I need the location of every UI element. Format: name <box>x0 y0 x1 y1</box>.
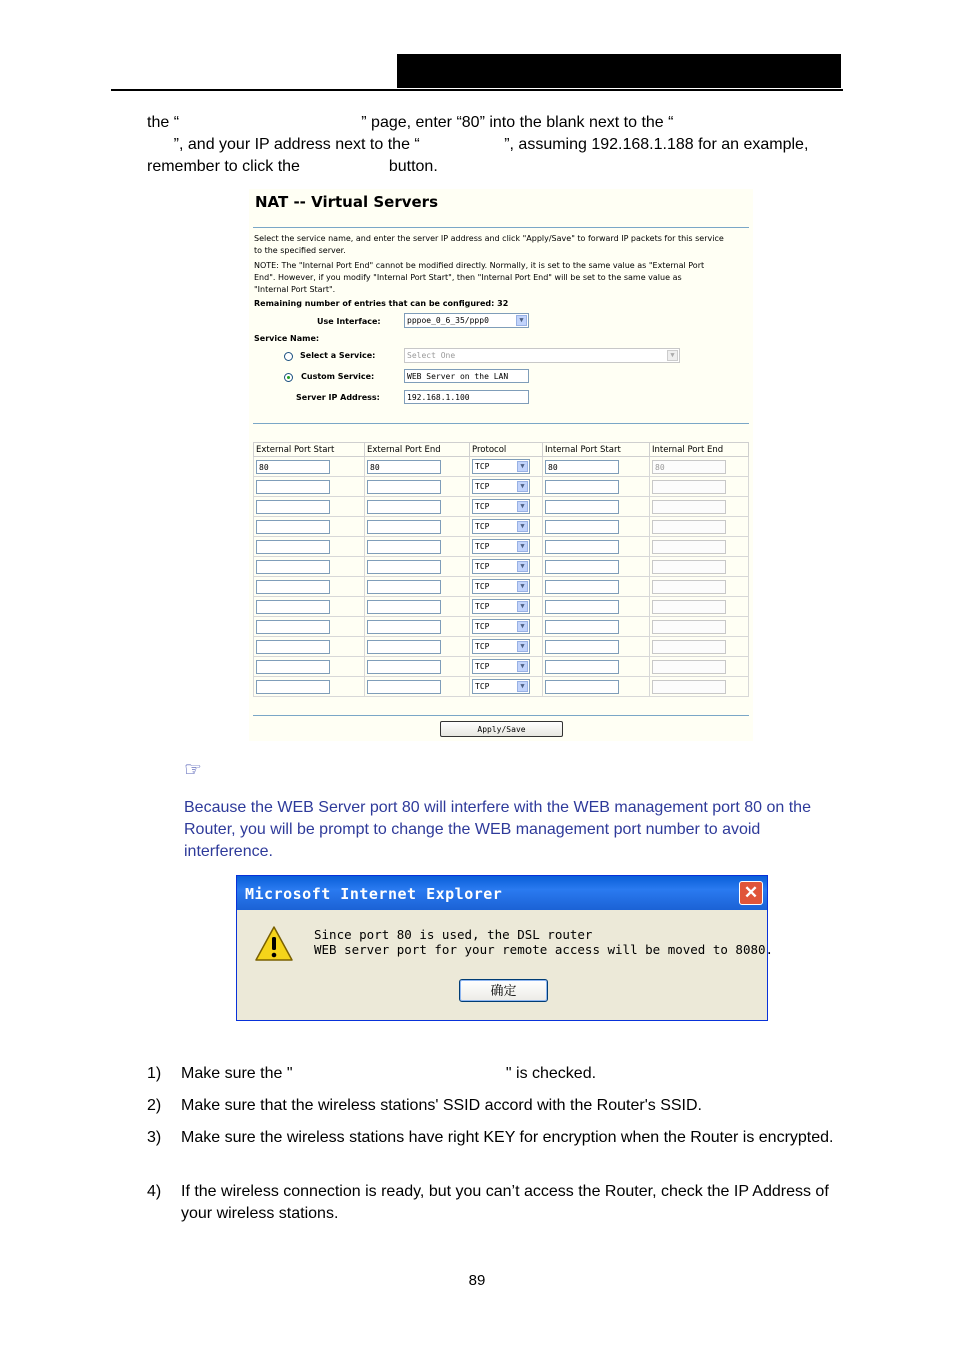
list-number: 1) <box>147 1065 162 1082</box>
table-cell <box>254 597 365 617</box>
table-cell <box>650 517 749 537</box>
table-cell <box>470 677 543 697</box>
table-cell <box>470 557 543 577</box>
protocol-value: TCP <box>475 482 490 491</box>
table-cell <box>470 597 543 617</box>
intro-paragraph <box>147 112 844 178</box>
table-row <box>254 577 749 597</box>
table-cell <box>365 557 470 577</box>
column-header: Internal Port End <box>650 443 749 457</box>
list-number: 3) <box>147 1129 162 1146</box>
pointing-hand-icon: ☞ <box>184 759 202 781</box>
internal-port-start-input[interactable] <box>545 580 619 594</box>
internal-port-start-input[interactable] <box>545 480 619 494</box>
protocol-select[interactable] <box>472 559 530 574</box>
table-cell <box>650 657 749 677</box>
external-port-start-input[interactable] <box>256 600 330 614</box>
protocol-select[interactable] <box>472 639 530 654</box>
list-item: Make sure the " " is checked. <box>181 1065 597 1082</box>
table-cell <box>254 677 365 697</box>
protocol-select[interactable] <box>472 539 530 554</box>
protocol-value: TCP <box>475 682 490 691</box>
custom-service-input[interactable]: WEB Server on the LAN <box>404 369 529 383</box>
internal-port-end-input[interactable] <box>652 520 726 534</box>
nat-divider <box>253 423 749 424</box>
chevron-down-icon: ▼ <box>517 521 528 532</box>
apply-save-button[interactable]: Apply/Save <box>440 721 563 737</box>
table-cell <box>650 537 749 557</box>
server-ip-label: Server IP Address: <box>296 393 380 402</box>
table-cell <box>254 477 365 497</box>
protocol-value: TCP <box>475 562 490 571</box>
table-cell <box>543 497 650 517</box>
protocol-select[interactable] <box>472 599 530 614</box>
list-item: If the wireless connection is ready, but you can’t access the Router, check the IP Address of your wireless stations. <box>181 1183 829 1222</box>
table-cell <box>470 637 543 657</box>
table-row <box>254 477 749 497</box>
external-port-end-input[interactable] <box>367 660 441 674</box>
use-interface-value: pppoe_0_6_35/ppp0 <box>407 316 489 325</box>
column-header: External Port End <box>365 443 470 457</box>
table-cell <box>365 617 470 637</box>
protocol-select[interactable] <box>472 459 530 474</box>
internal-port-end-input[interactable] <box>652 580 726 594</box>
protocol-select[interactable] <box>472 579 530 594</box>
internal-port-end-input[interactable] <box>652 640 726 654</box>
internal-port-start-input[interactable] <box>545 640 619 654</box>
table-cell <box>365 537 470 557</box>
table-cell <box>543 677 650 697</box>
chevron-down-icon: ▼ <box>517 481 528 492</box>
protocol-select[interactable] <box>472 679 530 694</box>
table-cell <box>650 617 749 637</box>
table-cell <box>254 517 365 537</box>
column-header: Internal Port Start <box>543 443 650 457</box>
external-port-end-input[interactable] <box>367 520 441 534</box>
external-port-start-input[interactable] <box>256 480 330 494</box>
select-service-dropdown[interactable] <box>404 348 680 363</box>
internal-port-start-input[interactable] <box>545 500 619 514</box>
chevron-down-icon: ▼ <box>517 581 528 592</box>
table-cell <box>470 457 543 477</box>
header-rule <box>111 89 843 91</box>
external-port-start-input[interactable] <box>256 540 330 554</box>
table-cell <box>470 617 543 637</box>
nat-virtual-servers-panel <box>249 189 753 741</box>
select-service-radio[interactable] <box>284 352 293 361</box>
external-port-start-input[interactable] <box>256 620 330 634</box>
table-cell <box>650 557 749 577</box>
table-cell <box>543 457 650 477</box>
nat-note: NOTE: The "Internal Port End" cannot be modified directly. Normally, it is set to the same value as "External Port End". However, if you modify "Internal Port Start", then "Internal Port End" will be set to the same value as "Internal Port Start". <box>254 261 705 294</box>
protocol-value: TCP <box>475 502 490 511</box>
dialog-message: Since port 80 is used, the DSL router WEB server port for your remote access will be moved to 8080. <box>314 927 774 957</box>
table-cell <box>365 477 470 497</box>
internal-port-start-input[interactable] <box>545 540 619 554</box>
protocol-value: TCP <box>475 522 490 531</box>
protocol-value: TCP <box>475 662 490 671</box>
external-port-end-input[interactable] <box>367 500 441 514</box>
nat-divider <box>253 227 749 228</box>
table-cell <box>470 537 543 557</box>
service-name-label: Service Name: <box>254 334 320 343</box>
table-row <box>254 517 749 537</box>
nat-divider <box>253 715 749 716</box>
external-port-end-input[interactable] <box>367 580 441 594</box>
list-item: Make sure that the wireless stations' SSID accord with the Router's SSID. <box>181 1097 702 1114</box>
table-cell <box>543 637 650 657</box>
table-cell <box>254 457 365 477</box>
external-port-start-input[interactable] <box>256 560 330 574</box>
internal-port-end-input[interactable] <box>652 680 726 694</box>
external-port-end-input[interactable] <box>367 680 441 694</box>
table-cell <box>543 477 650 497</box>
list-number: 2) <box>147 1097 162 1114</box>
external-port-start-input[interactable] <box>256 580 330 594</box>
warning-icon <box>254 924 294 964</box>
table-cell <box>470 657 543 677</box>
external-port-end-input[interactable] <box>367 480 441 494</box>
internal-port-start-input[interactable] <box>545 600 619 614</box>
table-cell <box>543 617 650 637</box>
table-cell <box>254 557 365 577</box>
intro-line-3: remember to click the button. <box>147 158 438 175</box>
chevron-down-icon: ▼ <box>517 661 528 672</box>
protocol-select[interactable] <box>472 659 530 674</box>
intro-line-2: ”, and your IP address next to the “ ”, assuming 192.168.1.188 for an example, <box>147 136 809 153</box>
table-cell <box>365 497 470 517</box>
internal-port-end-input[interactable] <box>652 620 726 634</box>
chevron-down-icon: ▼ <box>517 501 528 512</box>
internal-port-end-input[interactable]: 80 <box>652 460 726 474</box>
table-cell <box>650 497 749 517</box>
use-interface-label: Use Interface: <box>317 317 381 326</box>
table-cell <box>650 677 749 697</box>
chevron-down-icon: ▼ <box>517 561 528 572</box>
list-item: Make sure the wireless stations have right KEY for encryption when the Router is encrypted. <box>181 1129 834 1146</box>
table-cell <box>254 657 365 677</box>
chevron-down-icon: ▼ <box>517 641 528 652</box>
protocol-select[interactable] <box>472 499 530 514</box>
table-cell <box>543 517 650 537</box>
table-cell <box>365 677 470 697</box>
chevron-down-icon: ▼ <box>517 541 528 552</box>
page-number: 89 <box>468 1272 486 1289</box>
protocol-value: TCP <box>475 462 490 471</box>
protocol-value: TCP <box>475 642 490 651</box>
chevron-down-icon: ▼ <box>667 350 678 361</box>
external-port-start-input[interactable] <box>256 500 330 514</box>
internal-port-end-input[interactable] <box>652 560 726 574</box>
protocol-select[interactable] <box>472 619 530 634</box>
dialog-body <box>240 910 774 1017</box>
table-cell <box>543 577 650 597</box>
table-cell <box>365 457 470 477</box>
dialog-titlebar <box>237 876 767 910</box>
column-header: External Port Start <box>254 443 365 457</box>
table-cell <box>365 597 470 617</box>
internal-port-start-input[interactable] <box>545 520 619 534</box>
internal-port-end-input[interactable] <box>652 600 726 614</box>
table-row <box>254 597 749 617</box>
table-cell <box>650 637 749 657</box>
table-cell <box>254 497 365 517</box>
chevron-down-icon: ▼ <box>517 681 528 692</box>
table-cell <box>365 517 470 537</box>
table-row <box>254 497 749 517</box>
table-cell <box>470 517 543 537</box>
external-port-end-input[interactable] <box>367 560 441 574</box>
external-port-end-input[interactable] <box>367 540 441 554</box>
table-cell <box>650 597 749 617</box>
table-cell <box>470 497 543 517</box>
close-button[interactable]: ✕ <box>739 881 763 905</box>
table-row <box>254 637 749 657</box>
table-cell <box>365 577 470 597</box>
select-service-value: Select One <box>407 351 456 360</box>
external-port-end-input[interactable] <box>367 620 441 634</box>
nat-remaining: Remaining number of entries that can be configured: 32 <box>254 299 509 308</box>
external-port-start-input[interactable]: 80 <box>256 460 330 474</box>
protocol-select[interactable] <box>472 519 530 534</box>
intro-line-1: the “ ” page, enter “80” into the blank next to the “ <box>147 114 674 131</box>
protocol-value: TCP <box>475 542 490 551</box>
chevron-down-icon: ▼ <box>517 621 528 632</box>
internal-port-end-input[interactable] <box>652 480 726 494</box>
table-cell <box>650 477 749 497</box>
table-cell <box>470 577 543 597</box>
external-port-end-input[interactable]: 80 <box>367 460 441 474</box>
table-cell <box>365 657 470 677</box>
table-row <box>254 657 749 677</box>
external-port-end-input[interactable] <box>367 600 441 614</box>
table-cell <box>543 657 650 677</box>
protocol-select[interactable] <box>472 479 530 494</box>
table-row <box>254 617 749 637</box>
internal-port-start-input[interactable] <box>545 680 619 694</box>
ok-button[interactable]: 确定 <box>459 979 548 1002</box>
table-cell <box>470 477 543 497</box>
table-cell <box>254 617 365 637</box>
internal-port-start-input[interactable] <box>545 560 619 574</box>
internal-port-start-input[interactable] <box>545 660 619 674</box>
table-cell <box>543 597 650 617</box>
table-cell <box>543 537 650 557</box>
internal-port-end-input[interactable] <box>652 540 726 554</box>
custom-service-radio[interactable] <box>284 373 293 382</box>
protocol-value: TCP <box>475 622 490 631</box>
port-table-header <box>254 443 749 457</box>
table-row <box>254 677 749 697</box>
nat-title: NAT -- Virtual Servers <box>255 193 438 211</box>
dialog-title: Microsoft Internet Explorer <box>245 885 503 903</box>
external-port-start-input[interactable] <box>256 680 330 694</box>
header-bar <box>397 54 841 88</box>
note-text: Because the WEB Server port 80 will interfere with the WEB management port 80 on the Router, you will be prompt to change the WEB management port number to avoid interference. <box>184 799 811 860</box>
table-cell <box>650 577 749 597</box>
internal-port-end-input[interactable] <box>652 660 726 674</box>
table-row <box>254 557 749 577</box>
use-interface-select[interactable] <box>404 313 529 328</box>
column-header: Protocol <box>470 443 543 457</box>
chevron-down-icon: ▼ <box>517 601 528 612</box>
ie-dialog <box>236 875 774 1021</box>
external-port-end-input[interactable] <box>367 640 441 654</box>
external-port-start-input[interactable] <box>256 640 330 654</box>
protocol-value: TCP <box>475 582 490 591</box>
table-cell <box>650 457 749 477</box>
protocol-value: TCP <box>475 602 490 611</box>
internal-port-end-input[interactable] <box>652 500 726 514</box>
table-cell <box>254 537 365 557</box>
server-ip-input[interactable]: 192.168.1.100 <box>404 390 529 404</box>
external-port-start-input[interactable] <box>256 520 330 534</box>
select-service-label: Select a Service: <box>300 351 376 360</box>
table-cell <box>365 637 470 657</box>
list-number: 4) <box>147 1183 162 1200</box>
table-row <box>254 537 749 557</box>
table-cell <box>543 557 650 577</box>
port-table <box>253 442 749 697</box>
custom-service-label: Custom Service: <box>301 372 375 381</box>
nat-instructions: Select the service name, and enter the server IP address and click "Apply/Save" to forward IP packets for this service to the specified server. <box>254 234 724 255</box>
table-row <box>254 457 749 477</box>
external-port-start-input[interactable] <box>256 660 330 674</box>
internal-port-start-input[interactable]: 80 <box>545 460 619 474</box>
chevron-down-icon: ▼ <box>517 461 528 472</box>
table-cell <box>254 637 365 657</box>
internal-port-start-input[interactable] <box>545 620 619 634</box>
table-cell <box>254 577 365 597</box>
chevron-down-icon: ▼ <box>516 315 527 326</box>
